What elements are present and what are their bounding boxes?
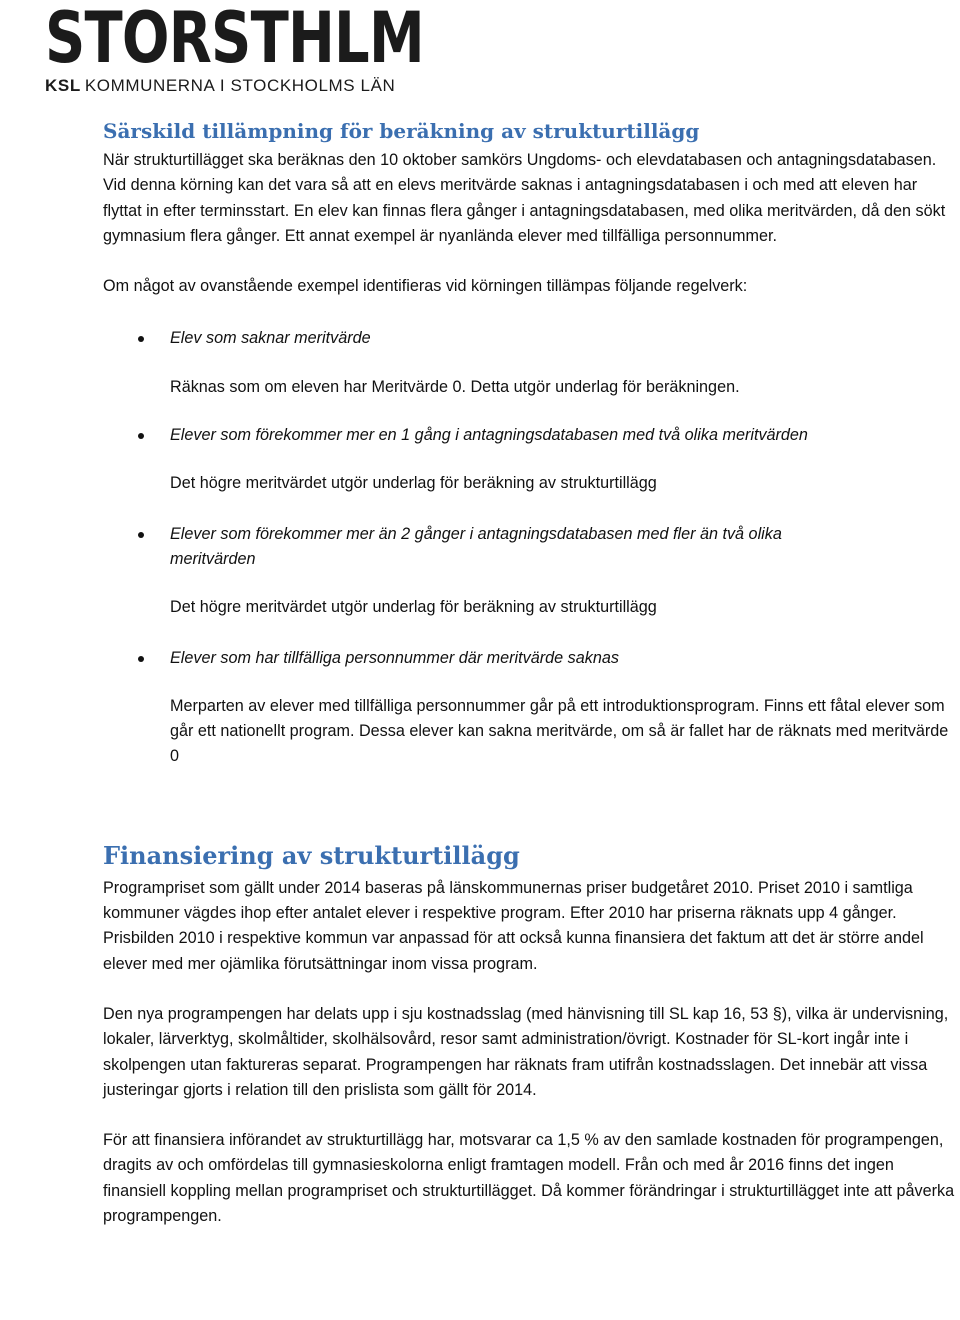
rule-text: Det högre meritvärdet utgör underlag för beräkning av strukturtillägg [170, 474, 657, 493]
document-body [103, 118, 960, 1229]
finance-paragraph: För att finansiera införandet av strukturtillägg har, motsvarar ca 1,5 % av den samlade kostnaden för programpengen, dragits av och omfördelas till gymnasieskolorna enligt framtagen modell. Från och med år 2016 finns det ingen finansiell koppling mellan programpriset och strukturtillägget. Då kommer förändringar i strukturtillägget inte att påverka programpengen. [103, 1131, 955, 1226]
rule-item [103, 522, 960, 621]
logo-wordmark: STORSTHLM [45, 0, 424, 79]
bullet-icon [138, 433, 144, 439]
rule-title: Elev som saknar meritvärde [170, 329, 371, 348]
rule-text: Räknas som om eleven har Meritvärde 0. Detta utgör underlag för beräkningen. [170, 377, 740, 396]
rule-item [103, 646, 960, 770]
rule-title: Elever som förekommer mer en 1 gång i antagningsdatabasen med två olika meritvärden [170, 426, 808, 445]
section-heading-strukturtillagg: Särskild tillämpning för beräkning av strukturtillägg [103, 119, 700, 143]
finance-paragraph: Programpriset som gällt under 2014 baseras på länskommunernas priser budgetåret 2010. Priset 2010 i samtliga kommuner vägdes ihop efter antalet elever i respektive program. Efter 2010 har priserna räknats upp 4 gånger. Prisbilden 2010 i respektive kommun var anpassad för att också kunna finansiera det faktum att det är större andel elever med mer ojämlika förutsättningar inom vissa program. [103, 878, 924, 973]
rule-title: Elever som förekommer mer än 2 gånger i antagningsdatabasen med fler än två olika meritvärden [170, 524, 782, 568]
bullet-icon [138, 336, 144, 342]
rule-item [103, 326, 960, 400]
bullet-icon [138, 532, 144, 538]
logo-sub-bold: KSL [45, 76, 81, 95]
logo-subtitle [45, 76, 519, 96]
storsthlm-logo [45, 2, 519, 96]
rule-text: Det högre meritvärdet utgör underlag för beräkning av strukturtillägg [170, 598, 657, 617]
rule-item [103, 423, 960, 497]
logo-sub-text: KOMMUNERNA I STOCKHOLMS LÄN [84, 76, 396, 95]
rule-text: Merparten av elever med tillfälliga personnummer går på ett introduktionsprogram. Finns ett fåtal elever som går ett nationellt program. Dessa elever kan sakna meritvärde, om så är fallet har de räknats med meritvärde 0 [170, 696, 949, 766]
section-heading-finansiering: Finansiering av strukturtillägg [103, 840, 520, 870]
rule-title: Elever som har tillfälliga personnummer där meritvärde saknas [170, 648, 619, 667]
finance-paragraph: Den nya programpengen har delats upp i sju kostnadsslag (med hänvisning till SL kap 16, 53 §), vilka är undervisning, lokaler, lärverktyg, skolmåltider, skolhälsovård, resor samt administration/övrigt. Kostnader för SL-kort ingår inte i skolpengen utan faktureras separat. Programpengen har räknats fram utifrån kostnadsslagen. Det innebär att vissa justeringar gjorts i relation till den prislista som gällt för 2014. [103, 1004, 949, 1099]
rules-intro-paragraph: Om något av ovanstående exempel identifieras vid körningen tillämpas följande regelverk: [103, 277, 748, 296]
intro-paragraph: När strukturtillägget ska beräknas den 10 oktober samkörs Ungdoms- och elevdatabasen och antagningsdatabasen. Vid denna körning kan det vara så att en elevs meritvärde saknas i antagningsdatabasen i och med att eleven har flyttat in efter terminsstart. En elev kan finnas flera gånger i antagningsdatabasen, med olika meritvärden, då den sökt gymnasium flera gånger. Ett annat exempel är nyanlända elever med tillfälliga personnummer. [103, 151, 946, 245]
bullet-icon [138, 656, 144, 662]
